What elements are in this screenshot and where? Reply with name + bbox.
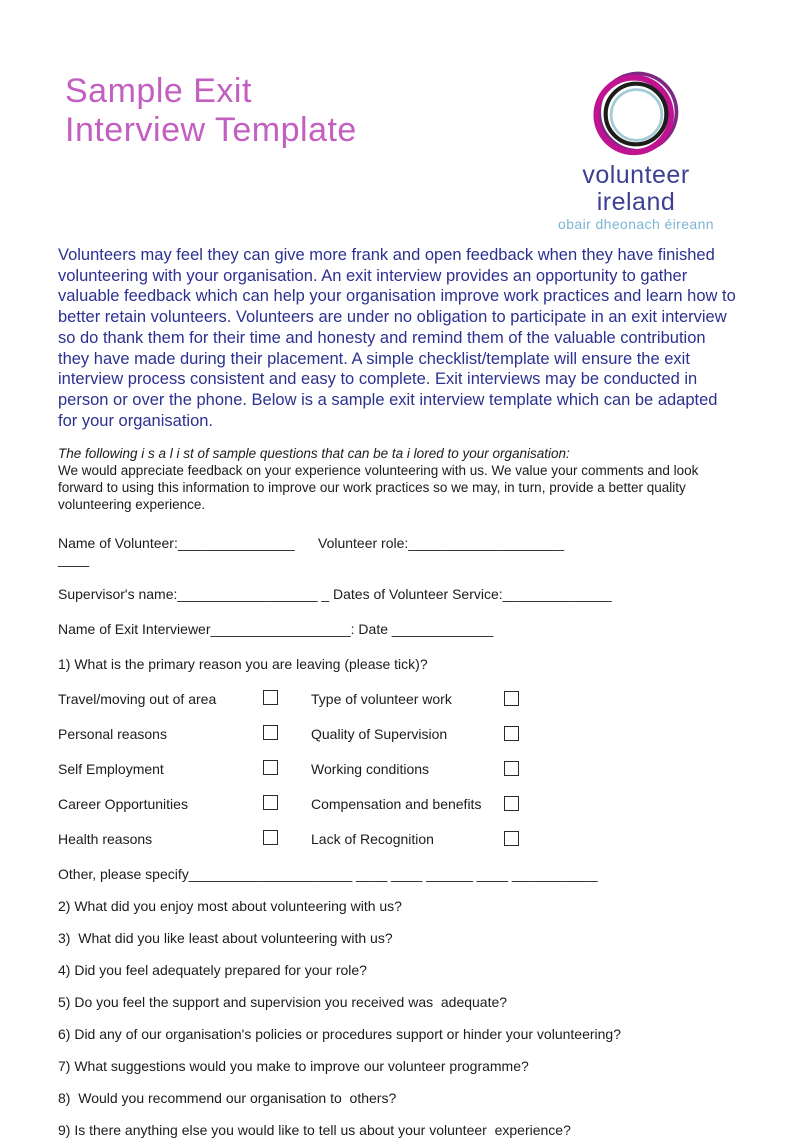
intro-paragraph: Volunteers may feel they can give more frank and open feedback when they have finished volunteering with your organisation. An exit interview provides an opportunity to gather valuable feedback which can help your organisation improve work practices and learn how to better retain volunteers. Volunteers are under no obligation to participate in an exit interview so do thank them for their time and honesty and remind them of the valuable contribution they have made during their placement. A simple checklist/template will ensure the exit interview process consistent and easy to complete. Exit interviews may be conducted in person or over the phone. Below is a sample exit interview template which can be adapted for your organisation.: [58, 246, 736, 430]
logo-rings-icon: [590, 68, 682, 160]
question-7: 7) What suggestions would you make to improve our volunteer programme?: [58, 1057, 529, 1074]
page-title-line2: Interview Template: [65, 111, 357, 149]
field-other-specify[interactable]: Other, please specify_____________________ ____ ____ ______ ____ ___________: [58, 865, 598, 882]
question-5: 5) Do you feel the support and supervision you received was adequate?: [58, 993, 508, 1010]
page-title-line1: Sample Exit: [65, 72, 252, 110]
question-8: 8) Would you recommend our organisation to others?: [58, 1089, 397, 1106]
question-2: 2) What did you enjoy most about volunteering with us?: [58, 897, 402, 914]
question-9: 9) Is there anything else you would like to tell us about your volunteer experience?: [58, 1121, 571, 1138]
page-title: [65, 72, 357, 150]
reason-label-recognition: Lack of Recognition: [311, 830, 434, 847]
reason-label-career: Career Opportunities: [58, 795, 188, 812]
note-italic-line: The following i s a l i st of sample questions that can be ta i lored to your organisation:: [58, 446, 570, 462]
checkbox-working-conditions[interactable]: [504, 761, 519, 776]
question-4: 4) Did you feel adequately prepared for your role?: [58, 961, 367, 978]
reason-label-compensation: Compensation and benefits: [311, 795, 482, 812]
question-1: 1) What is the primary reason you are leaving (please tick)?: [58, 655, 428, 672]
note-body: We would appreciate feedback on your experience volunteering with us. We value your comments and look forward to using this information to improve our work practices so we may, in turn, provide a better quality volunteering experience.: [58, 463, 699, 512]
field-name-of-volunteer[interactable]: Name of Volunteer:_______________ ____: [58, 534, 299, 567]
checkbox-recognition[interactable]: [504, 831, 519, 846]
checkbox-type-of-work[interactable]: [504, 691, 519, 706]
reason-label-working-conditions: Working conditions: [311, 760, 430, 777]
field-volunteer-role[interactable]: Volunteer role:____________________: [318, 534, 565, 551]
field-supervisor-name[interactable]: Supervisor's name:__________________ _: [58, 585, 330, 602]
field-row-1: [58, 535, 732, 567]
field-row-2: [58, 586, 732, 602]
checkbox-self-employment[interactable]: [263, 760, 278, 775]
field-row-3: [58, 621, 732, 637]
checkbox-career[interactable]: [263, 795, 278, 810]
logo-tagline: obair dheonach éireann: [558, 216, 714, 232]
volunteer-ireland-logo: [540, 68, 732, 232]
reason-checklist: [58, 690, 732, 848]
checkbox-health[interactable]: [263, 830, 278, 845]
checkbox-compensation[interactable]: [504, 796, 519, 811]
question-6: 6) Did any of our organisation's policies or procedures support or hinder your volunteering?: [58, 1025, 621, 1042]
checkbox-personal[interactable]: [263, 725, 278, 740]
reason-label-type-of-work: Type of volunteer work: [311, 690, 452, 707]
reason-label-personal: Personal reasons: [58, 725, 167, 742]
checkbox-supervision-quality[interactable]: [504, 726, 519, 741]
question-list: [58, 899, 732, 1138]
form-fields: [58, 535, 732, 637]
reason-label-self-employment: Self Employment: [58, 760, 164, 777]
field-exit-interviewer-date[interactable]: Name of Exit Interviewer__________________: Date _____________: [58, 620, 494, 637]
reason-label-travel: Travel/moving out of area: [58, 690, 217, 707]
reason-label-health: Health reasons: [58, 830, 153, 847]
checkbox-travel[interactable]: [263, 690, 278, 705]
reason-label-supervision-quality: Quality of Supervision: [311, 725, 448, 742]
question-3: 3) What did you like least about volunteering with us?: [58, 929, 393, 946]
logo-wordmark: volunteer ireland: [582, 161, 690, 216]
header: [0, 0, 790, 232]
field-dates-of-service[interactable]: Dates of Volunteer Service:______________: [333, 585, 612, 602]
